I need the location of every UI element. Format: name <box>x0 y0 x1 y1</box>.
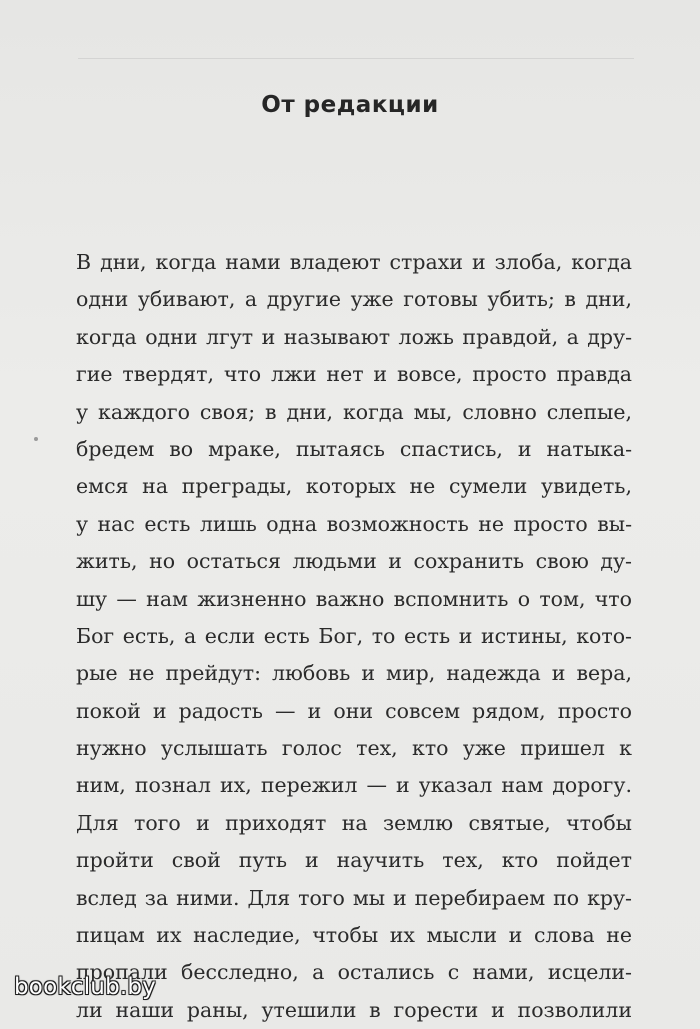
text-line: пропали бесследно, а остались с нами, исцели- <box>76 960 632 985</box>
show-through-header-rule <box>78 58 634 59</box>
text-line: пицам их наследие, чтобы их мысли и слова не <box>76 923 632 948</box>
text-line: бредем во мраке, пытаясь спастись, и натыка- <box>76 436 632 461</box>
page-title: От редакции <box>261 92 439 118</box>
text-line: рые не прейдут: любовь и мир, надежда и вера, <box>76 661 632 686</box>
text-line: В дни, когда нами владеют страхи и злоба, когда <box>76 250 632 274</box>
text-line: гие твердят, что лжи нет и вовсе, просто правда <box>76 362 632 387</box>
text-line: ним, познал их, пережил — и указал нам дорогу. <box>76 773 632 798</box>
text-line: нужно услышать голос тех, кто уже пришел к <box>76 736 632 761</box>
text-line: жить, но остаться людьми и сохранить свою ду- <box>76 549 632 574</box>
site-watermark: bookclub.by <box>14 974 156 1000</box>
text-line: вслед за ними. Для того мы и перебираем по кру- <box>76 885 632 910</box>
show-through-from-reverse <box>0 0 700 250</box>
text-line: пройти свой путь и научить тех, кто пойдет <box>76 848 632 873</box>
text-line: емся на преграды, которых не сумели увидеть, <box>76 474 632 499</box>
text-line: Для того и приходят на землю святые, чтобы <box>76 810 632 835</box>
text-line: Бог есть, а если есть Бог, то есть и истины, кото- <box>76 623 632 648</box>
text-line: покой и радость — и они совсем рядом, просто <box>76 698 632 723</box>
text-line: у каждого своя; в дни, когда мы, словно слепые, <box>76 399 632 424</box>
text-line: ли наши раны, утешили в горести и позволили <box>76 997 632 1022</box>
body-text <box>76 244 632 1029</box>
text-line: одни убивают, а другие уже готовы убить; в дни, <box>76 287 632 312</box>
text-line: у нас есть лишь одна возможность не просто вы- <box>76 511 632 536</box>
page-speck <box>34 437 38 441</box>
text-line: шу — нам жизненно важно вспомнить о том, что <box>76 586 632 611</box>
text-line: когда одни лгут и называют ложь правдой, а дру- <box>76 324 632 349</box>
